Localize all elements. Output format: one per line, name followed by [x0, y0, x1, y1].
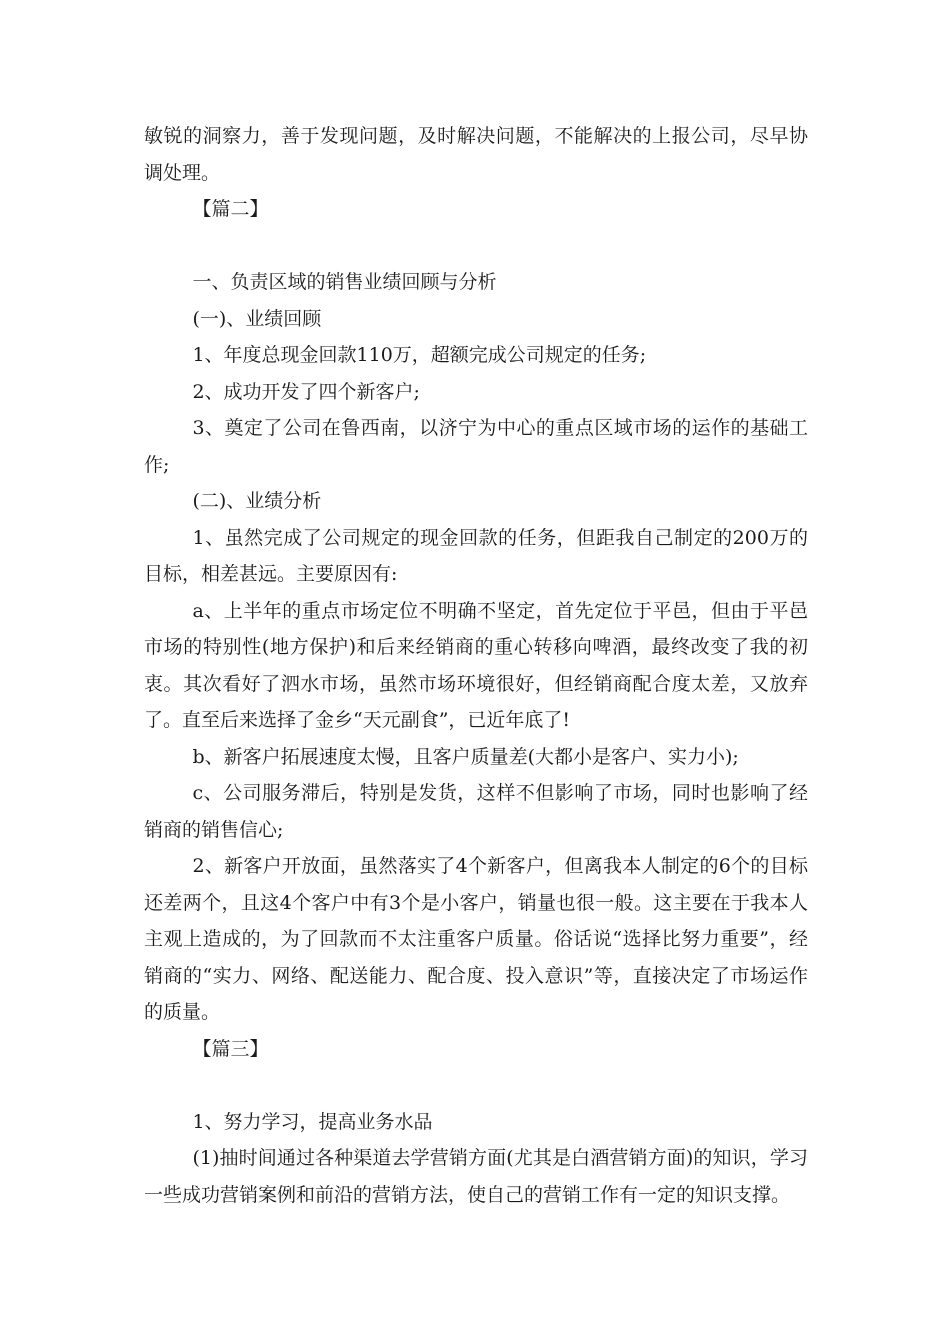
paragraph-continuation: 敏锐的洞察力，善于发现问题，及时解决问题，不能解决的上报公司，尽早协调处理。	[144, 125, 808, 184]
subheading-performance-analysis: (二)、业绩分析	[192, 490, 322, 512]
section-heading-pian-er: 【篇二】	[192, 198, 269, 220]
paragraph: (1)抽时间通过各种渠道去学营销方面(尤其是白酒营销方面)的知识，学习一些成功营销案例和前沿的营销方法，使自己的营销工作有一定的知识支撑。	[144, 1147, 808, 1206]
paragraph: c、公司服务滞后，特别是发货，这样不但影响了市场，同时也影响了经销商的销售信心;	[144, 782, 808, 841]
paragraph: 2、新客户开放面，虽然落实了4个新客户，但离我本人制定的6个的目标还差两个，且这4个客户中有3个是小客户，销量也很一般。这主要在于我本人主观上造成的，为了回款而不太注重客户质量。俗话说“选择比努力重要”，经销商的“实力、网络、配送能力、配合度、投入意识”等，直接决定了市场运作的质量。	[144, 855, 808, 1023]
list-item: 2、成功开发了四个新客户;	[192, 380, 420, 403]
list-item: 3、奠定了公司在鲁西南，以济宁为中心的重点区域市场的运作的基础工作;	[144, 417, 808, 476]
paragraph: a、上半年的重点市场定位不明确不坚定，首先定位于平邑，但由于平邑市场的特别性(地方保护)和后来经销商的重心转移向啤酒，最终改变了我的初衷。其次看好了泗水市场，虽然市场环境很好，但经销商配合度太差，又放弃了。直至后来选择了金乡“天元副食”，已近年底了!	[144, 599, 808, 731]
paragraph: 1、虽然完成了公司规定的现金回款的任务，但距我自己制定的200万的目标，相差甚远。主要原因有:	[144, 526, 808, 585]
subheading-study: 1、努力学习，提高业务水品	[192, 1110, 433, 1133]
subheading-performance-review: (一)、业绩回顾	[192, 307, 322, 330]
paragraph: b、新客户拓展速度太慢，且客户质量差(大都小是客户、实力小);	[192, 745, 739, 768]
document-body	[144, 118, 808, 1213]
list-item: 1、年度总现金回款110万，超额完成公司规定的任务;	[192, 344, 647, 366]
subheading-sales-review: 一、负责区域的销售业绩回顾与分析	[192, 271, 497, 293]
section-heading-pian-san: 【篇三】	[192, 1037, 269, 1060]
